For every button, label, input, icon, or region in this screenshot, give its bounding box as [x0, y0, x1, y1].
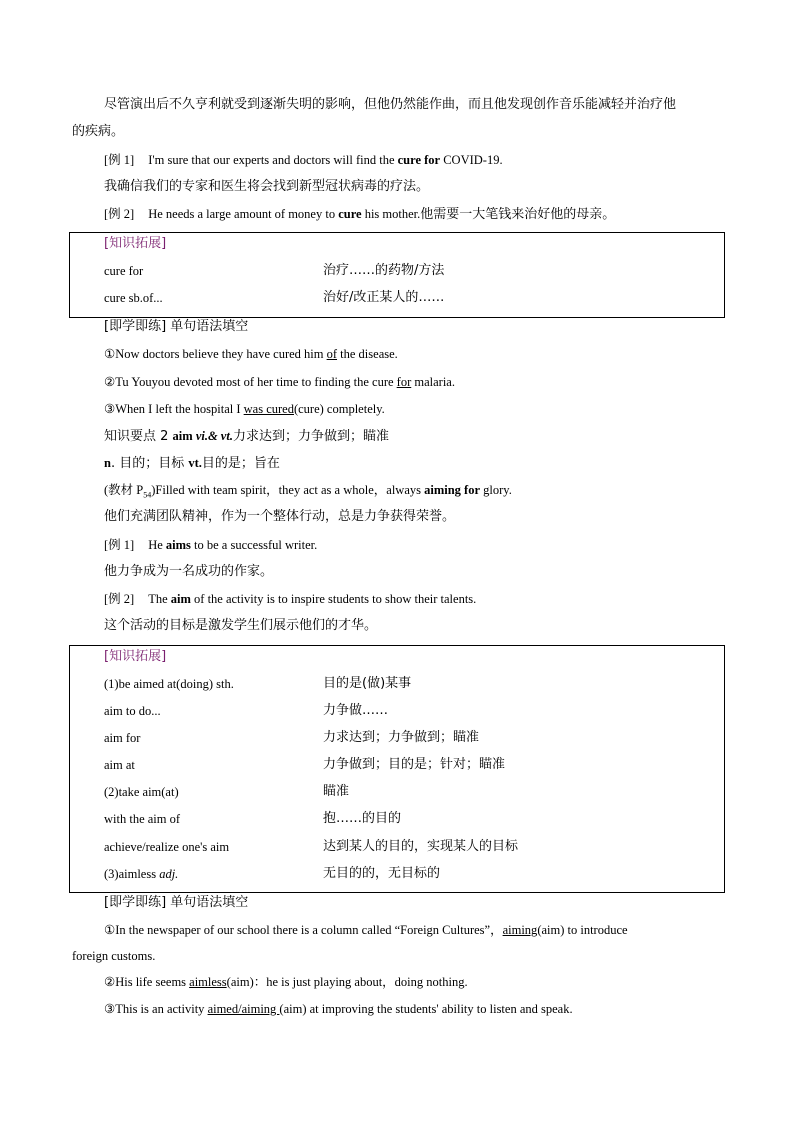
phrase-meaning: 力求达到；力争做到；瞄准	[323, 730, 480, 745]
headword: aim	[172, 429, 193, 443]
example-text: to be a successful writer.	[190, 538, 318, 552]
part-of-speech: vi.& vt.	[192, 429, 233, 443]
question-text: (aim) at improving the students' ability to listen and speak.	[279, 1002, 573, 1016]
example-translation: 我确信我们的专家和医生将会找到新型冠状病毒的疗法。	[104, 179, 430, 194]
example-text: I'm sure that our experts and doctors will find the	[148, 153, 398, 167]
example-sentence	[104, 536, 317, 554]
headword-meaning: . 目的；目标	[110, 456, 189, 471]
answer-blank: aiming	[502, 923, 538, 937]
example-text: COVID-19.	[440, 153, 503, 167]
example-text: He	[148, 538, 166, 552]
phrase: (2)take aim(at)	[104, 785, 179, 799]
phrase-meaning: 无目的的，无目标的	[323, 866, 441, 881]
practice-question	[104, 345, 398, 363]
headword-meaning: 目的是；旨在	[201, 456, 280, 471]
keyword: aim	[170, 592, 191, 606]
question-text: ①In the newspaper of our school there is a column called “Foreign Cultures”，	[104, 923, 503, 937]
answer-blank: of	[326, 347, 338, 361]
paragraph-line: 尽管演出后不久亨利就受到逐渐失明的影响，但他仍然能作曲，而且他发现创作音乐能减轻并治疗他	[104, 97, 677, 112]
example-text: He needs a large amount of money to	[148, 207, 339, 221]
phrase: (1)be aimed at(doing) sth.	[104, 677, 234, 691]
question-text: ②His life seems	[104, 975, 190, 989]
example-translation: 这个活动的目标是激发学生们展示他们的才华。	[104, 618, 378, 633]
phrase-meaning: 目的是(做)某事	[323, 676, 412, 691]
example-text: of the activity is to inspire students to show their talents.	[190, 592, 477, 606]
example-text: The	[148, 592, 171, 606]
question-text: ③This is an activity	[104, 1002, 208, 1016]
phrase-meaning: 力争做到；目的是；针对；瞄准	[323, 757, 506, 772]
point-label: 知识要点 2	[104, 429, 173, 444]
example-tag: [例 1]	[104, 538, 135, 552]
answer-blank: for	[396, 375, 412, 389]
practice-heading: [即学即练] 单句语法填空	[104, 895, 249, 910]
question-text: (cure) completely.	[293, 402, 385, 416]
phrase-text: (3)aimless	[104, 867, 160, 881]
textbook-sentence	[104, 481, 512, 505]
answer-blank: aimed/aiming	[207, 1002, 280, 1016]
part-of-speech: n	[104, 456, 111, 470]
phrase: aim at	[104, 758, 135, 772]
phrase	[104, 865, 178, 883]
knowledge-extension-box	[69, 645, 725, 893]
phrase-meaning: 力争做……	[323, 703, 389, 718]
part-of-speech: vt.	[188, 456, 202, 470]
example-text: his mother.	[361, 207, 421, 221]
question-text: malaria.	[411, 375, 455, 389]
knowledge-point-heading	[104, 427, 389, 446]
question-text: the disease.	[337, 347, 398, 361]
phrase: with the aim of	[104, 812, 181, 826]
example-translation: 他需要一大笔钱来治好他的母亲。	[420, 207, 616, 222]
example-text: )Filled with team spirit，they act as a whole，always	[151, 483, 425, 497]
knowledge-point-noun	[104, 454, 280, 473]
question-text: ②Tu Youyou devoted most of her time to finding the cure	[104, 375, 397, 389]
phrase: aim for	[104, 731, 141, 745]
answer-blank: was cured	[243, 402, 294, 416]
paragraph-line: 的疾病。	[72, 124, 125, 139]
example-sentence	[104, 590, 476, 608]
box-title: [知识拓展]	[104, 649, 167, 664]
headword-meaning: 力求达到；力争做到；瞄准	[232, 429, 389, 444]
phrase-meaning: 治好/改正某人的……	[323, 290, 445, 305]
example-tag: [例 1]	[104, 153, 135, 167]
phrase: achieve/realize one's aim	[104, 840, 230, 854]
page-number: 54	[143, 490, 152, 500]
keyword: aims	[165, 538, 191, 552]
example-translation: 他们充满团队精神，作为一个整体行动，总是力争获得荣誉。	[104, 509, 456, 524]
example-sentence	[104, 205, 615, 224]
answer-blank: aimless	[189, 975, 227, 989]
example-text: glory.	[480, 483, 512, 497]
example-tag: [例 2]	[104, 592, 135, 606]
practice-question	[104, 973, 468, 991]
phrase: aim to do...	[104, 704, 161, 718]
part-of-speech: adj.	[159, 867, 179, 881]
question-text: (aim) to introduce	[537, 923, 628, 937]
phrase: cure for	[104, 264, 144, 278]
knowledge-extension-box	[69, 232, 725, 318]
keyword: cure for	[397, 153, 441, 167]
example-sentence	[104, 151, 503, 169]
example-translation: 他力争成为一名成功的作家。	[104, 564, 274, 579]
phrase-meaning: 瞄准	[323, 784, 350, 799]
phrase-meaning: 抱……的目的	[323, 811, 402, 826]
question-text: ①Now doctors believe they have cured him	[104, 347, 327, 361]
practice-question	[104, 400, 385, 418]
box-title: [知识拓展]	[104, 236, 167, 251]
phrase-meaning: 达到某人的目的，实现某人的目标	[323, 839, 519, 854]
keyword: aiming for	[424, 483, 481, 497]
phrase-meaning: 治疗……的药物/方法	[323, 263, 445, 278]
practice-question	[104, 373, 455, 391]
question-text: (aim)：he is just playing about，doing nothing.	[226, 975, 468, 989]
keyword: cure	[338, 207, 362, 221]
source-label: (教材 P	[104, 483, 144, 497]
question-text: ③When I left the hospital I	[104, 402, 244, 416]
phrase: cure sb.of...	[104, 291, 163, 305]
practice-question	[104, 1000, 573, 1018]
practice-heading: [即学即练] 单句语法填空	[104, 319, 249, 334]
practice-question-continued: foreign customs.	[72, 949, 156, 963]
practice-question	[104, 921, 722, 939]
example-tag: [例 2]	[104, 207, 135, 221]
